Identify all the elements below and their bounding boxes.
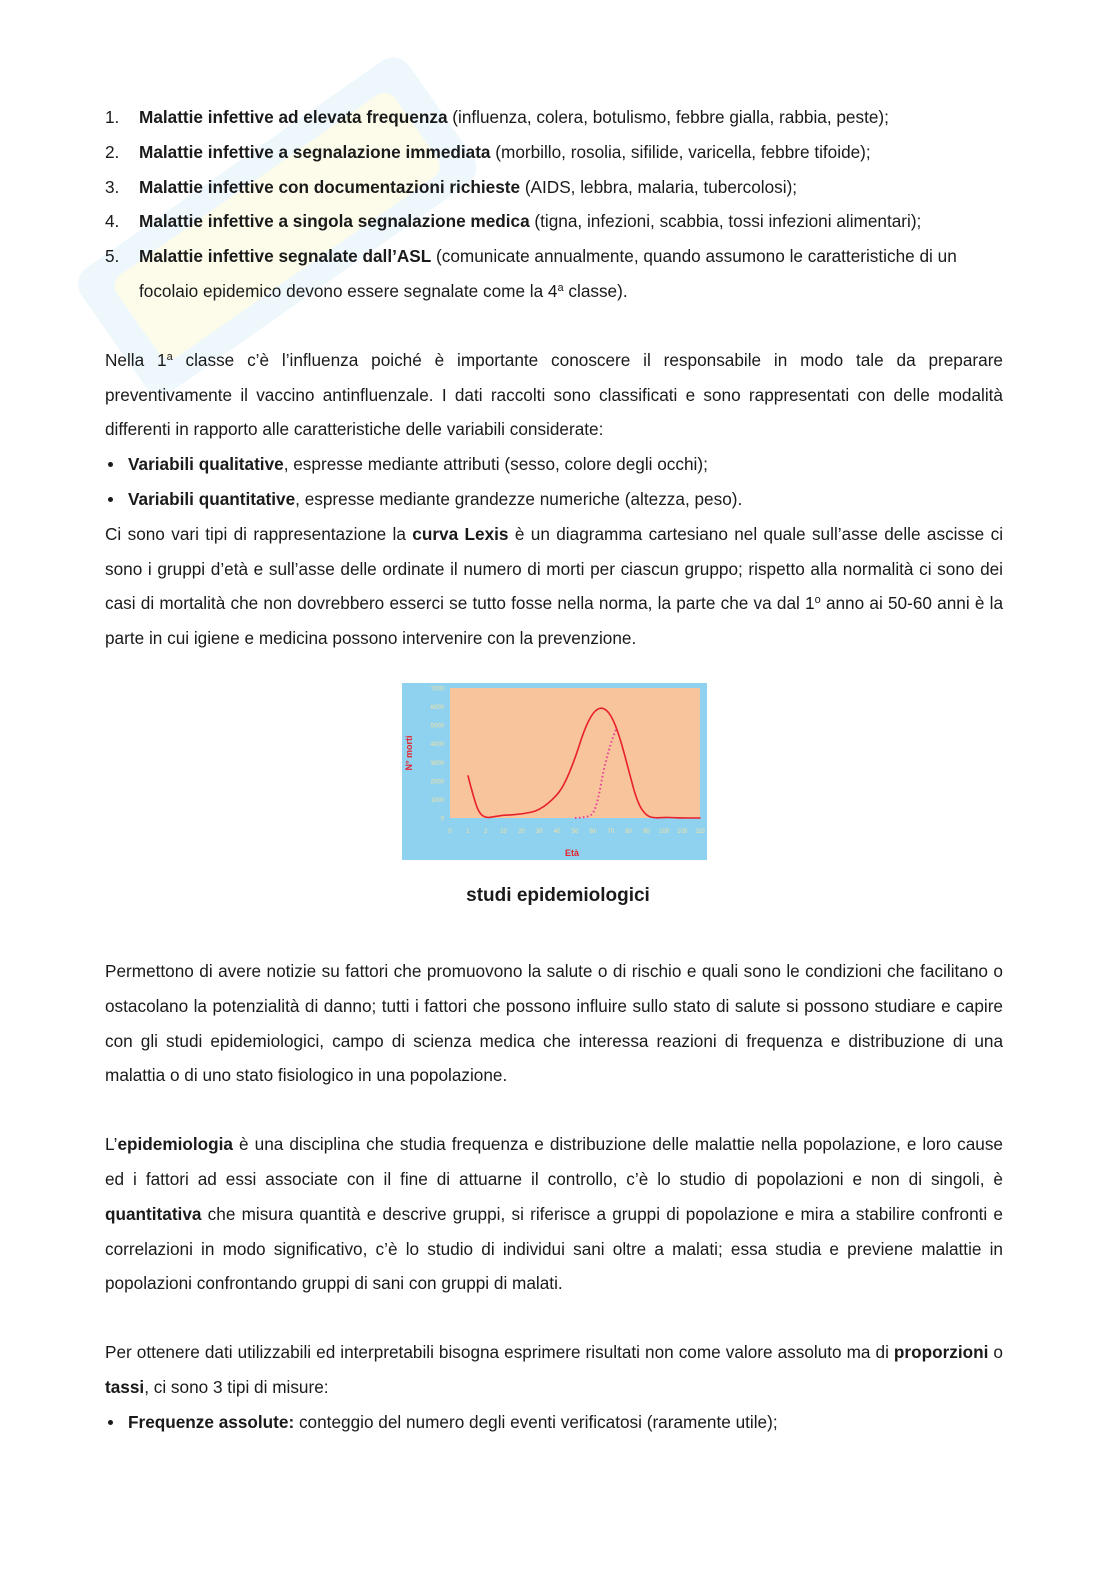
y-tick-label: 6000: [430, 705, 444, 712]
y-tick-label: 0: [440, 816, 444, 823]
x-tick-label: 90: [643, 829, 650, 835]
x-tick-label: 0: [448, 829, 452, 835]
y-tick-label: 5000: [430, 723, 444, 730]
list-item: Frequenze assolute: conteggio del numero degli eventi verificatosi (raramente utile);: [105, 1405, 1003, 1440]
lexis-curve-chart: [402, 683, 707, 860]
list-item: 4. Malattie infettive a singola segnalazione medica (tigna, infezioni, scabbia, tossi infezioni alimentari);: [105, 211, 922, 232]
paragraph-influenza: Nella 1$^a$ classe c’è l’influenza poiché è importante conoscere il responsabile in modo tale da preparare preventivamente il vaccino antinfluenzale. I dati raccolti sono classificati e sono rappresentati con delle modalità differenti in rapporto alle caratteristiche delle variabili considerate:: [105, 349, 1003, 440]
x-tick-label: 2: [484, 829, 488, 835]
x-tick-label: 1: [466, 829, 470, 835]
x-tick-label: 40: [553, 829, 561, 835]
paragraph-epidemiologia: L’epidemiologia è una disciplina che studia frequenza e distribuzione delle malattie nella popolazione, e loro cause ed i fattori ad essi associate con il fine di attuarne il controllo, c’è lo studio di popolazioni e non di singoli, è quantitativa che misura quantità e descrive gruppi, si riferisce a gruppi di popolazione e mira a stabilire confronti e correlazioni in modo significativo, c’è lo studio di individui sani oltre a malati; essa studia e previene malattie in popolazioni confrontando gruppi di sani con gruppi di malati.: [105, 1134, 1003, 1294]
list-item: Variabili quantitative, espresse mediante grandezze numeriche (altezza, peso).: [105, 482, 1003, 517]
list-item: 2. Malattie infettive a segnalazione immediata (morbillo, rosolia, sifilide, varicella, febbre tifoide);: [105, 141, 871, 162]
y-tick-label: 7000: [430, 686, 444, 693]
x-tick-label: 60: [589, 829, 597, 835]
section-heading: studi epidemiologici: [466, 885, 650, 906]
variables-list: [105, 447, 1003, 517]
measures-list: [105, 1405, 1003, 1440]
list-item: 1. Malattie infettive ad elevata frequenza (influenza, colera, botulismo, febbre gialla, rabbia, peste);: [105, 107, 889, 127]
y-tick-label: 4000: [430, 742, 444, 749]
list-item: 5. Malattie infettive segnalate dall’ASL (comunicate annualmente, quando assumono le caratteristiche di un focolaio epidemico devono essere segnalate come la 4$^a$ classe).: [105, 246, 957, 301]
y-tick-label: 3000: [430, 760, 444, 767]
x-tick-label: 100: [659, 829, 670, 835]
paragraph-misure: Per ottenere dati utilizzabili ed interpretabili bisogna esprimere risultati non come valore assoluto ma di proporzioni o tassi, ci sono 3 tipi di misure:: [105, 1342, 1003, 1397]
list-item: Variabili qualitative, espresse mediante attributi (sesso, colore degli occhi);: [105, 447, 1003, 482]
paragraph-lexis: Ci sono vari tipi di rappresentazione la curva Lexis è un diagramma cartesiano nel quale sull’asse delle ascisse ci sono i gruppi d’età e sull’asse delle ordinate il numero di morti per ciascun gruppo; rispetto alla normalità ci sono dei casi di mortalità che non dovrebbero esserci se tutto fosse nella norma, la parte che va dal 1$^o$ anno ai 50-60 anni è la parte in cui igiene e medicina possono intervenire con la prevenzione.: [105, 523, 1004, 649]
x-tick-label: 20: [518, 829, 525, 835]
x-tick-label: 70: [607, 829, 615, 835]
paragraph-studi: Permettono di avere notizie su fattori che promuovono la salute o di rischio e quali sono le condizioni che facilitano o ostacolano la potenzialità di danno; tutti i fattori che possono influire sullo stato di salute si possono studiare e capire con gli studi epidemiologici, campo di scienza medica che interessa reazioni di frequenza e distribuzione di una malattia o di uno stato fisiologico in una popolazione.: [105, 961, 1003, 1086]
y-tick-label: 1000: [430, 797, 444, 804]
list-item: 3. Malattie infettive con documentazioni richieste (AIDS, lebbra, malaria, tubercolosi);: [105, 176, 798, 197]
x-tick-label: 105: [677, 829, 688, 835]
plot-area: [450, 688, 700, 818]
disease-class-list: [105, 100, 1003, 309]
y-tick-label: 2000: [430, 779, 444, 786]
x-tick-label: 80: [625, 829, 632, 835]
x-tick-label: 50: [571, 829, 579, 835]
x-tick-label: 110: [695, 829, 705, 835]
y-axis-label: N° morti: [404, 735, 414, 771]
chart-svg: [402, 683, 707, 860]
x-tick-label: 10: [500, 829, 507, 835]
x-axis-label: Età: [564, 848, 580, 858]
x-tick-label: 30: [535, 829, 543, 835]
